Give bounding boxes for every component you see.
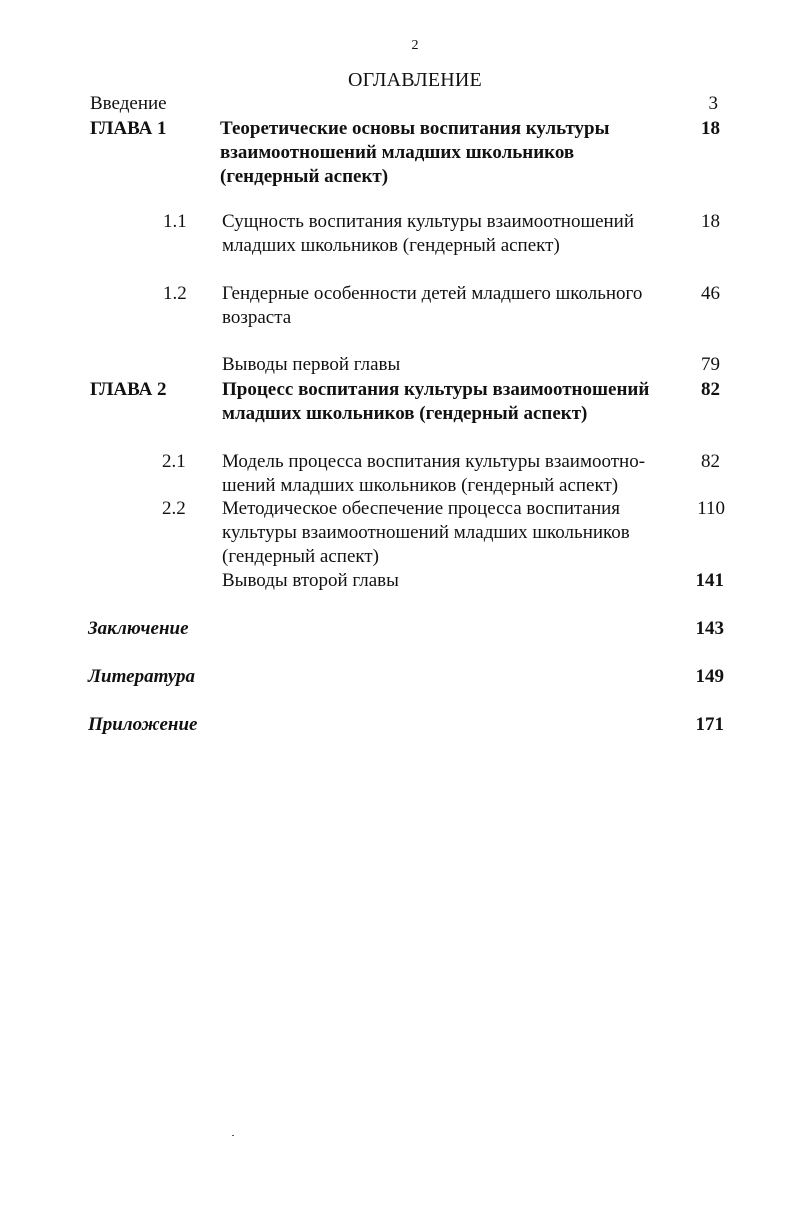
toc-appendix-label: Приложение bbox=[88, 714, 198, 735]
toc-section-1-2-title: Гендерные особенности детей младшего школьного возраста bbox=[222, 283, 643, 328]
toc-section-1-2-page: 46 bbox=[701, 283, 720, 304]
toc-section-1-1-number: 1.1 bbox=[163, 211, 187, 232]
toc-conclusion-label: Заключение bbox=[88, 618, 189, 639]
toc-section-1-1-page: 18 bbox=[701, 211, 720, 232]
toc-conclusions-1-page: 79 bbox=[701, 354, 720, 375]
toc-appendix-page: 171 bbox=[695, 714, 724, 735]
toc-chapter-2-page: 82 bbox=[701, 379, 720, 400]
scan-speck bbox=[232, 1135, 234, 1136]
toc-literature-label: Литература bbox=[88, 666, 196, 687]
toc-conclusions-2-page: 141 bbox=[695, 570, 724, 591]
toc-conclusions-2-label: Выводы второй главы bbox=[222, 570, 399, 591]
toc-section-2-2-number: 2.2 bbox=[162, 498, 186, 519]
toc-chapter-1-page: 18 bbox=[701, 118, 720, 139]
page-number: 2 bbox=[411, 38, 419, 53]
toc-intro-label: Введение bbox=[90, 93, 167, 114]
toc-literature-page: 149 bbox=[695, 666, 724, 687]
toc-chapter-1-title: Теоретические основы воспитания культуры взаимоотношений младших школьников (гендерный аспект) bbox=[220, 118, 610, 187]
toc-chapter-1-label: ГЛАВА 1 bbox=[90, 118, 167, 139]
toc-section-2-1-number: 2.1 bbox=[162, 451, 186, 472]
toc-conclusion-page: 143 bbox=[695, 618, 724, 639]
toc-section-2-1-title: Модель процесса воспитания культуры взаимоотно- шений младших школьников (гендерный аспект) bbox=[222, 451, 646, 496]
toc-conclusions-1-label: Выводы первой главы bbox=[222, 354, 401, 375]
toc-section-1-1-title: Сущность воспитания культуры взаимоотношений младших школьников (гендерный аспект) bbox=[222, 211, 635, 256]
toc-chapter-2-label: ГЛАВА 2 bbox=[90, 379, 167, 400]
toc-section-1-2-number: 1.2 bbox=[163, 283, 187, 304]
toc-section-2-2-page: 110 bbox=[697, 498, 725, 519]
toc-title: ОГЛАВЛЕНИЕ bbox=[348, 69, 482, 91]
toc-section-2-2-title: Методическое обеспечение процесса воспитания культуры взаимоотношений младших школьников (гендерный аспект) bbox=[222, 498, 630, 567]
toc-intro-page: 3 bbox=[708, 93, 718, 114]
toc-chapter-2-title: Процесс воспитания культуры взаимоотношений младших школьников (гендерный аспект) bbox=[222, 379, 650, 424]
toc-section-2-1-page: 82 bbox=[701, 451, 720, 472]
